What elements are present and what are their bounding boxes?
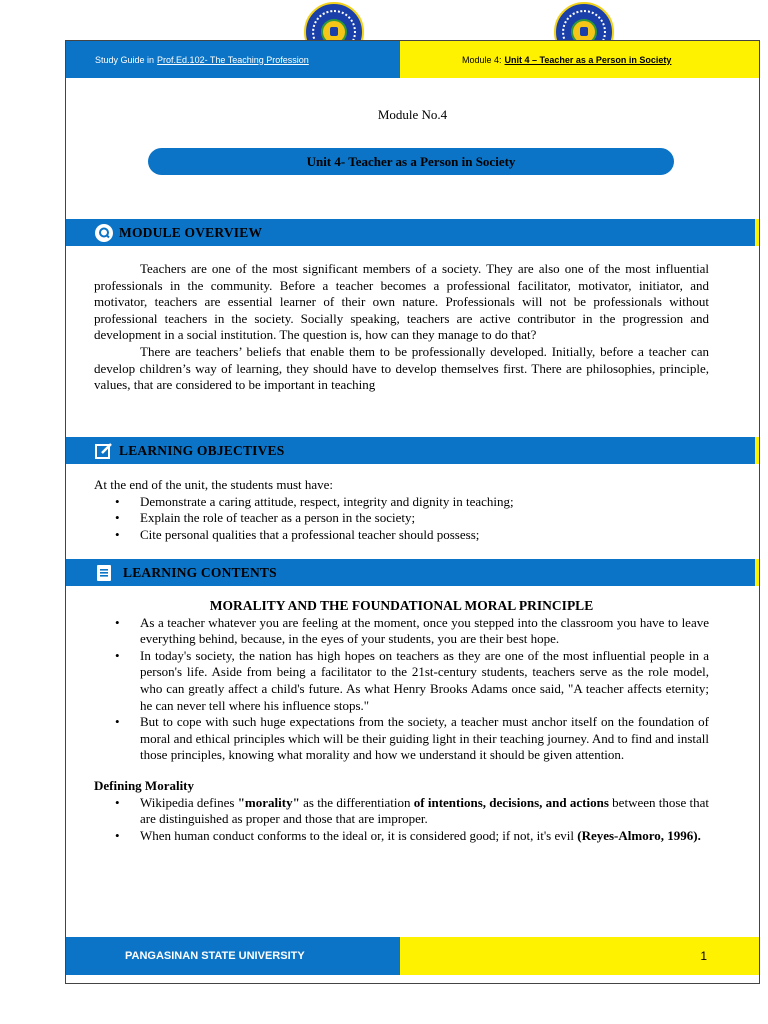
list-item: • But to cope with such huge expectations from the society, a teacher must anchor itself on the foundation of moral and ethical principles which will be their guiding light in their teaching journey. And to find and install those principles, knowing what morality and how we understand it should be given attention. [94,714,709,764]
contents-text [94,598,709,844]
defining-morality-heading: Defining Morality [94,777,195,793]
unit-title: Unit 4- Teacher as a Person in Society [148,148,674,175]
header-module: Module 4: Unit 4 – Teacher as a Person in Society [400,41,759,78]
search-badge-icon [93,222,115,244]
list-item: • As a teacher whatever you are feeling at the moment, once you stepped into the classroom you have to leave everything behind, because, in the eyes of your students, you are their best hope. [94,615,709,648]
page-number: 1 [400,937,759,975]
list-item: • Demonstrate a caring attitude, respect, integrity and dignity in teaching; [94,494,709,511]
page-header [66,41,759,78]
document-icon [93,562,115,584]
contents-list [94,615,709,764]
overview-text: Teachers are one of the most significant members of a society. They are also one of the most influential professionals in the community. Before a teacher becomes a professional facilitator, motivator, initiator, and motivator, teachers are essential learner of their own nature. Professionals will not be professionals without professional teachers in the society. Socially speaking, teachers are active contributor in the progression and development in a social institution. The question is, how can they manage to do that? There are teachers’ beliefs that enable them to be professionally developed. Initially, before a teacher can develop children’s way of learning, they should have to develop themselves first. There are philosophies, principle, values, that are considered to be important in teaching [94,261,709,393]
definition-list [94,795,709,845]
study-guide-page [65,40,760,984]
course-link[interactable]: Prof.Ed.102- The Teaching Profession [157,54,309,65]
section-learning-objectives: LEARNING OBJECTIVES [66,437,759,464]
section-learning-contents: LEARNING CONTENTS [66,559,759,586]
header-course: Study Guide in Prof.Ed.102- The Teaching Profession [66,41,400,78]
list-item: • Wikipedia defines "morality" as the differentiation of intentions, decisions, and actions between those that are distinguished as proper and those that are improper. [94,795,709,828]
edit-icon [93,440,115,462]
contents-heading: MORALITY AND THE FOUNDATIONAL MORAL PRINCIPLE [209,598,594,613]
page-footer [66,937,759,975]
objectives-text: At the end of the unit, the students must have: • Demonstrate a caring attitude, respect, integrity and dignity in teaching; • Explain the role of teacher as a person in the society; • Cite personal qualities that a professional teacher should possess; [94,477,709,543]
list-item: • In today's society, the nation has high hopes on teachers as they are one of the most influential people in a person's life. Aside from being a facilitator to the 21st-century students, teachers serve as the role model, who can greatly affect a child's future. As what Henry Brooks Adams once said, "A teacher affects eternity; he can never tell where his influence stops." [94,648,709,714]
module-link[interactable]: Unit 4 – Teacher as a Person in Society [504,54,672,65]
section-module-overview: MODULE OVERVIEW [66,219,759,246]
objectives-list [94,494,709,544]
list-item: • Explain the role of teacher as a person in the society; [94,510,709,527]
module-number: Module No.4 [377,107,448,122]
list-item: • When human conduct conforms to the ideal or, it is considered good; if not, it's evil (Reyes-Almoro, 1996). [94,828,709,845]
list-item: • Cite personal qualities that a professional teacher should possess; [94,527,709,544]
footer-university: PANGASINAN STATE UNIVERSITY [66,937,400,975]
